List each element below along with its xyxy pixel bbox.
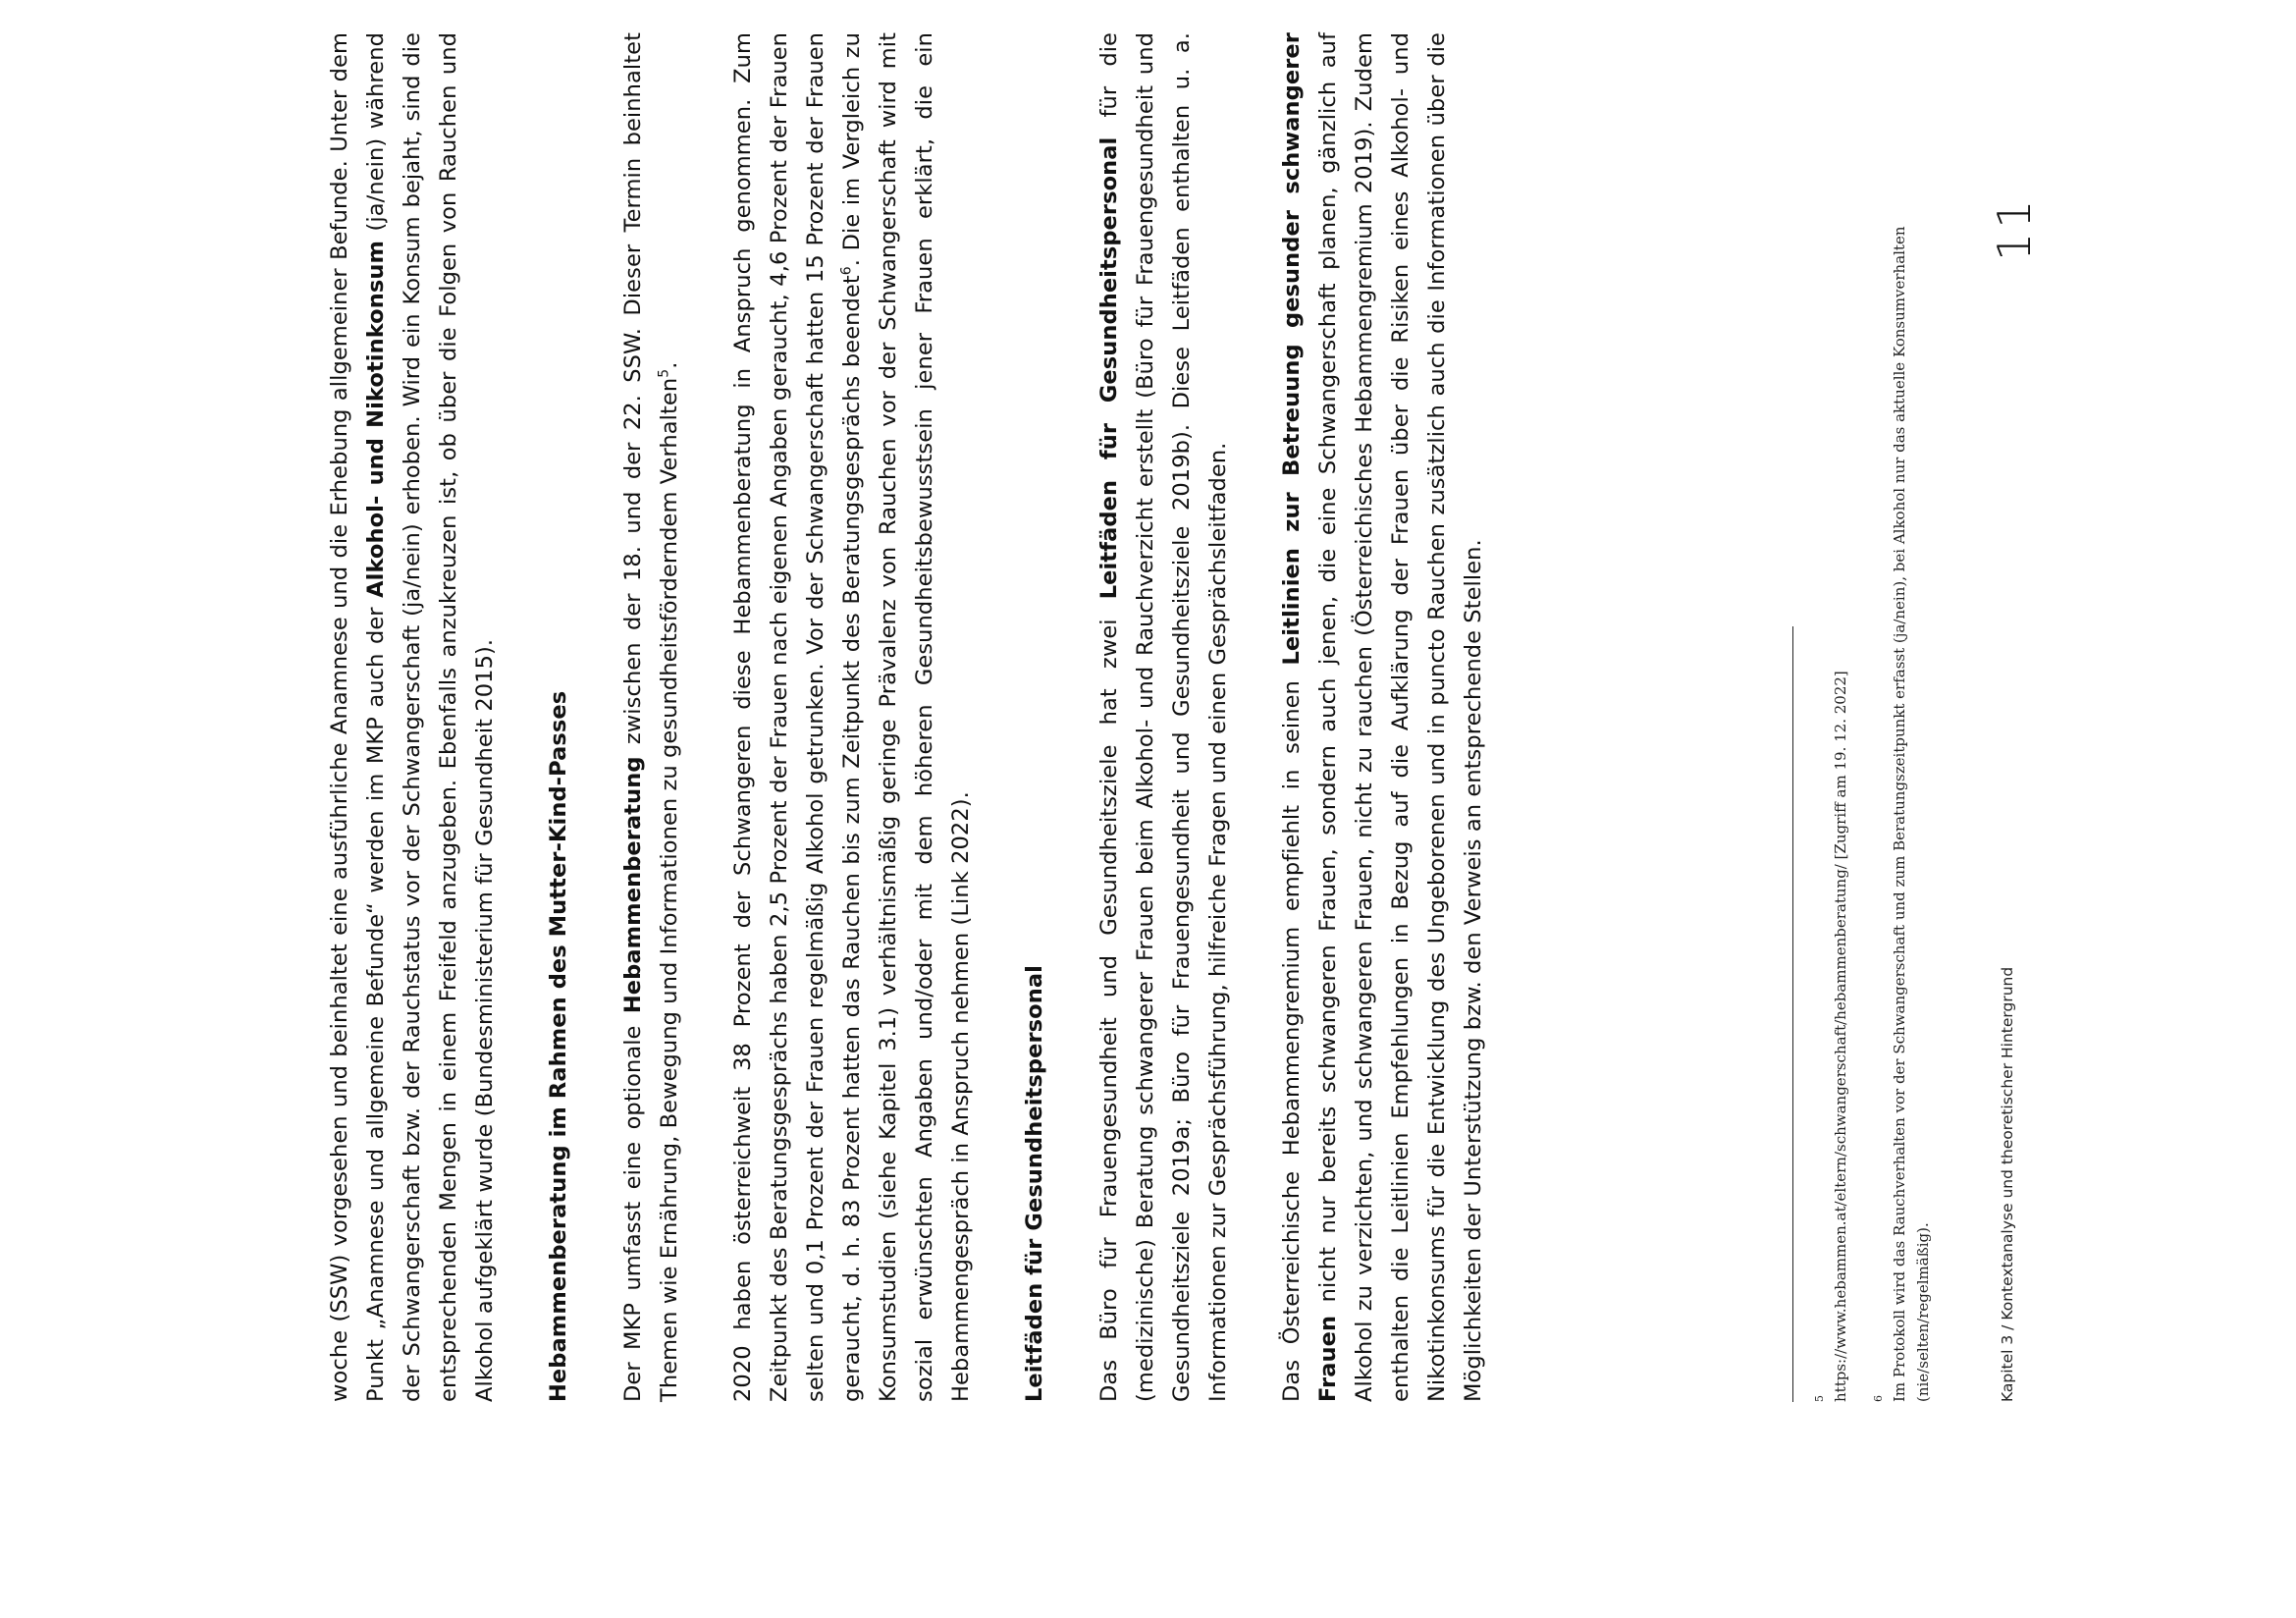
footnote-text-5[interactable]: https://www.hebammen.at/eltern/schwangerschaft/hebammenberatung/ [Zugriff am 19. 12. 2022] (1832, 671, 1849, 1402)
heading-hebammenberatung: Hebammenberatung im Rahmen des Mutter-Kind-Passes (546, 690, 571, 1402)
paragraph-hebammenberatung (615, 32, 688, 1402)
paragraph-intro-text-2: (ja/nein) während der Schwangerschaft bzw. der Rauchstatus vor der Schwangerschaft (ja/nein) erhoben. Wird ein Konsum bejaht, sind die entsprechenden Mengen in einem Freifeld anzugeben. Ebenfalls anzukreuzen ist, ob über die Folgen von Rauchen und Alkohol aufgeklärt wurde (Bundesministerium für Gesundheit 2015). (363, 32, 498, 1402)
footnote-divider (1792, 626, 1793, 1402)
page-number: 11 (1988, 195, 2041, 261)
footnote-number-5: 5 (1813, 1395, 1826, 1402)
paragraph-leitfaeden (1092, 32, 1237, 1402)
paragraph-intro-text-1: woche (SSW) vorgesehen und beinhaltet eine ausführliche Anamnese und die Erhebung allgemeiner Befunde. Unter dem Punkt „Anamnese und allgemeine Befunde“ werden im MKP auch der (327, 32, 389, 1402)
paragraph-statistics-text-1: 2020 haben österreichweit 38 Prozent der Schwangeren diese Hebammenberatung in Anspruch genommen. Zum Zeitpunkt des Beratungsgesprächs haben 2,5 Prozent der Frauen nach eigenen Angaben geraucht, 4,6 Prozent der Frauen selten und 0,1 Prozent der Frauen regelmäßig Alkohol getrunken. Vor der Schwangerschaft hatten 15 Prozent der Frauen geraucht, d. h. 83 Prozent hatten das Rauchen bis zum Zeitpunkt des Beratungsgesprächs beendet (730, 32, 865, 1402)
paragraph-hebammengremium-text-2: nicht nur bereits schwangeren Frauen, sondern auch jenen, die eine Schwangerschaft planen, gänzlich auf Alkohol zu verzichten, und schwangeren Frauen, nicht zu rauchen (Österreichisches Hebammengremium 2019). Zudem enthalten die Leitlinien Empfehlungen in Bezug auf die Aufklärung der Frauen über die Risiken eines Alkohol- und Nikotinkonsums für die Entwicklung des Ungeborenen und in puncto Rauchen zusätzlich auch die Informationen über die Möglichkeiten der Unterstützung bzw. den Verweis an entsprechende Stellen. (1315, 32, 1486, 1402)
paragraph-hebammenberatung-text-3: . (657, 361, 682, 369)
paragraph-hebammenberatung-bold-1: Hebammenberatung (620, 756, 646, 1014)
paragraph-hebammengremium (1274, 32, 1492, 1402)
body-text (322, 32, 1529, 1402)
running-footer: Kapitel 3 / Kontextanalyse und theoretischer Hintergrund (1999, 966, 2016, 1402)
paragraph-hebammenberatung-text-2: zwischen der 18. und der 22. SSW. Dieser Termin beinhaltet Themen wie Ernährung, Bewegung und Informationen zu gesundheitsförderndem Verhalten (620, 32, 682, 1402)
footnote-number-6: 6 (1872, 1395, 1885, 1402)
heading-leitfaeden: Leitfäden für Gesundheitspersonal (1022, 965, 1047, 1402)
footnote-ref-5[interactable]: 5 (656, 368, 672, 378)
footnote-text-6: Im Protokoll wird das Rauchverhalten vor der Schwangerschaft und zum Beratungszeitpunkt erfasst (ja/nein), bei Alkohol nur das aktuelle Konsumverhalten (nie/selten/regelmäßig). (1891, 226, 1932, 1402)
paragraph-hebammengremium-text-1: Das Österreichische Hebammengremium empfiehlt in seinen (1279, 665, 1305, 1402)
footnotes (1811, 126, 1952, 1402)
paragraph-hebammengremium-bold-1: Leitlinien zur Betreuung gesunder schwangerer Frauen (1279, 32, 1341, 1402)
footnote-ref-6[interactable]: 6 (838, 266, 855, 276)
paragraph-leitfaeden-text-1: Das Büro für Frauengesundheit und Gesundheitsziele hat zwei (1096, 599, 1122, 1402)
paragraph-hebammenberatung-text-1: Der MKP umfasst eine optionale (620, 1013, 646, 1402)
paragraph-leitfaeden-bold-1: Leitfäden für Gesundheitspersonal (1096, 136, 1122, 600)
paragraph-intro (322, 32, 504, 1402)
paragraph-statistics-2020 (725, 32, 980, 1402)
paragraph-statistics-text-2: . Die im Vergleich zu Konsumstudien (siehe Kapitel 3.1) verhältnismäßig geringe Prävalenz von Rauchen vor der Schwangerschaft wird mit sozial erwünschten Angaben und/oder mit dem höheren Gesundheitsbewusstsein jener Frauen erklärt, die ein Hebammengespräch in Anspruch nehmen (Link 2022). (839, 32, 974, 1402)
paragraph-leitfaeden-text-2: für die (medizinische) Beratung schwangerer Frauen beim Alkohol- und Rauchverzicht erstellt (Büro für Frauengesundheit und Gesundheitsziele 2019a; Büro für Frauengesundheit und Gesundheitsziele 2019b). Diese Leitfäden enthalten u. a. Informationen zur Gesprächsführung, hilfreiche Fragen und einen Gesprächsleitfaden. (1096, 32, 1231, 1402)
paragraph-intro-bold-1: Alkohol- und Nikotinkonsum (363, 240, 389, 598)
